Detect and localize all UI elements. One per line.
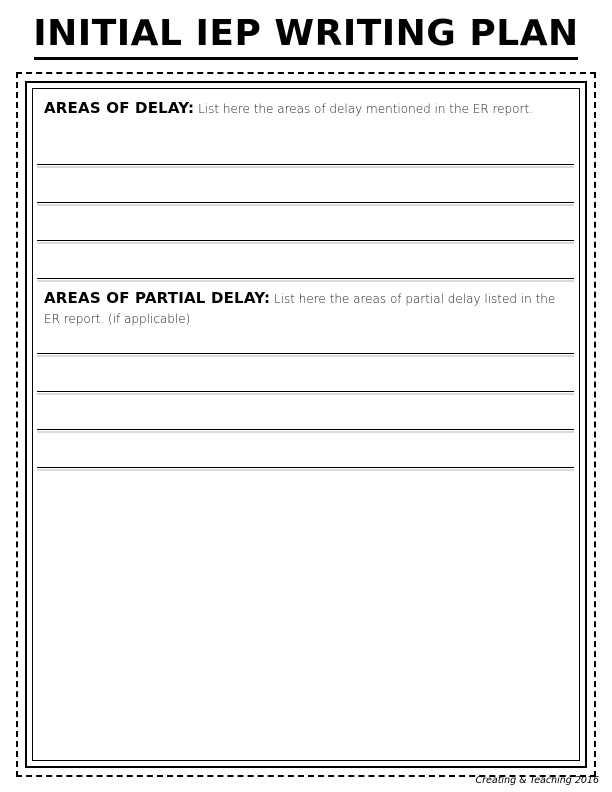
writing-line[interactable] — [37, 467, 574, 468]
writing-line[interactable] — [37, 429, 574, 430]
writing-line[interactable] — [37, 240, 574, 241]
writing-line[interactable] — [37, 353, 574, 354]
section-areas-of-partial-delay — [44, 288, 574, 329]
copyright-footer: Creating & Teaching 2016 — [475, 775, 599, 786]
section-heading: AREAS OF DELAY: — [44, 99, 195, 117]
section-heading: AREAS OF PARTIAL DELAY: — [44, 289, 271, 307]
section-description: List here the areas of partial delay listed in the ER report. (if applicable) — [44, 292, 556, 326]
writing-line[interactable] — [37, 278, 574, 279]
section-description: List here the areas of delay mentioned in the ER report. — [194, 102, 533, 116]
writing-line[interactable] — [37, 391, 574, 392]
title-underline — [34, 57, 578, 60]
section-areas-of-delay — [44, 98, 574, 119]
page-title: INITIAL IEP WRITING PLAN — [33, 13, 579, 54]
inner-border — [32, 88, 580, 761]
writing-line[interactable] — [37, 202, 574, 203]
writing-line[interactable] — [37, 164, 574, 165]
